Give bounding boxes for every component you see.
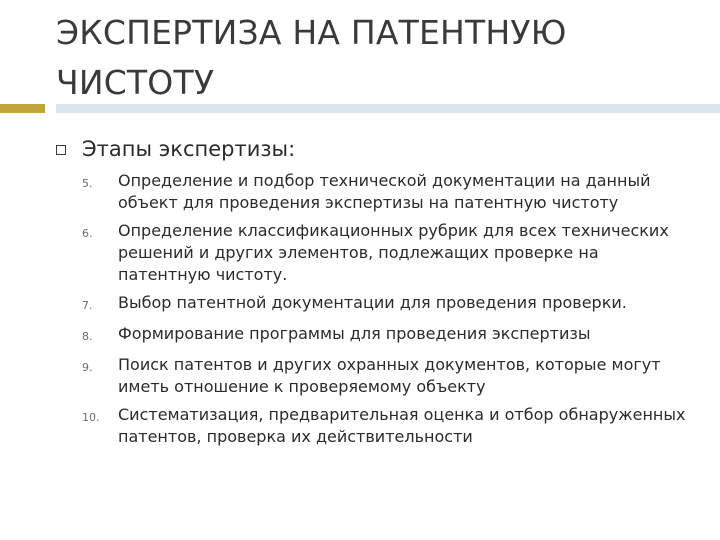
item-number: 10. — [82, 411, 100, 424]
list-item — [82, 323, 702, 348]
list-item — [82, 292, 702, 317]
title-divider — [56, 104, 720, 113]
item-text: Систематизация, предварительная оценка и отбор обнаруженных патентов, проверка их действительности — [118, 405, 686, 446]
item-text: Формирование программы для проведения экспертизы — [118, 324, 591, 343]
item-text: Выбор патентной документации для проведения проверки. — [118, 293, 627, 312]
list-item — [82, 404, 702, 448]
list-item — [82, 220, 702, 286]
item-number: 5. — [82, 177, 93, 190]
bullet-heading — [56, 134, 295, 164]
list-item — [82, 354, 702, 398]
item-text: Определение классификационных рубрик для всех технических решений и других элементов, подлежащих проверке на патентную чистоту. — [118, 221, 669, 284]
item-number: 9. — [82, 361, 93, 374]
slide-title: ЭКСПЕРТИЗА НА ПАТЕНТНУЮ ЧИСТОТУ — [56, 13, 567, 102]
item-text: Определение и подбор технической документации на данный объект для проведения экспертизы на патентную чистоту — [118, 171, 651, 212]
item-number: 8. — [82, 330, 93, 343]
square-bullet-icon — [56, 145, 66, 155]
list-item — [82, 170, 702, 214]
item-number: 7. — [82, 299, 93, 312]
bullet-heading-text: Этапы экспертизы: — [82, 137, 296, 161]
steps-list — [82, 170, 702, 454]
title-accent-bar — [0, 104, 45, 113]
item-number: 6. — [82, 227, 93, 240]
item-text: Поиск патентов и других охранных документов, которые могут иметь отношение к проверяемому объекту — [118, 355, 661, 396]
